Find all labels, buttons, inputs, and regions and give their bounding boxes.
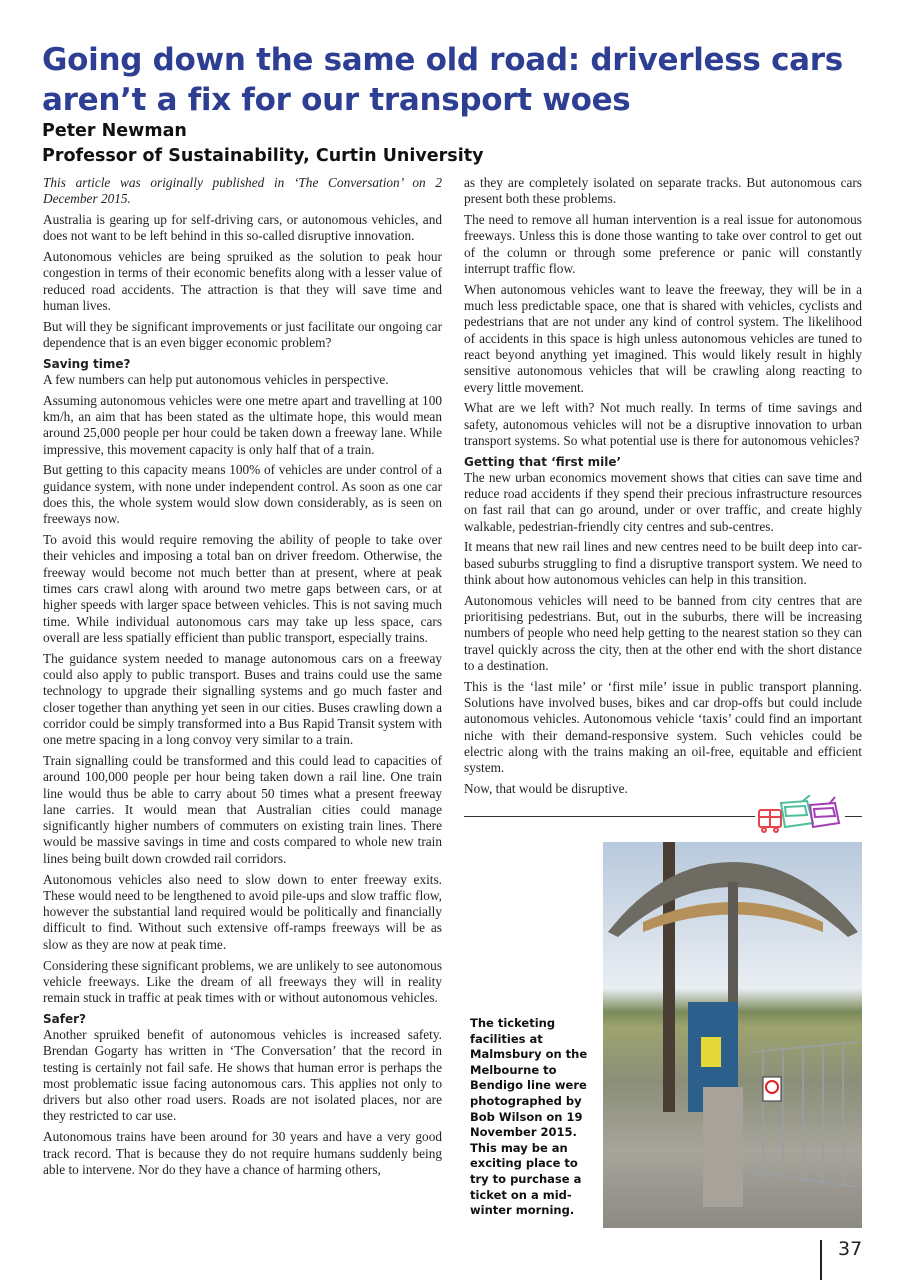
paragraph: Autonomous vehicles also need to slow down to enter freeway exits. These would need to be lengthened to avoid pile-ups and slow traffic flow, however the substantial land required would be politically and financially difficult to find. Without such extensive off-ramps freeways will be as slow as they are now at peak time. <box>43 871 442 952</box>
author-role: Professor of Sustainability, Curtin University <box>42 146 484 166</box>
intro-note: This article was originally published in ‘The Conversation’ on 2 December 2015. <box>43 175 442 207</box>
photo-caption: The ticketing facilities at Malmsbury on the Melbourne to Bendigo line were photographed by Bob Wilson on 19 November 2015. This may be an exciting place to try to purchase a ticket on a mid-winter morning. <box>470 1016 588 1218</box>
paragraph: as they are completely isolated on separate tracks. But autonomous cars present both these problems. <box>464 175 862 207</box>
ticketing-facilities-photo <box>603 842 862 1228</box>
paragraph: The new urban economics movement shows that cities can save time and reduce road accidents if they spend their precious infrastructure resources on fast rail that can go around, under or over traffic, and create highly walkable, pedestrian-friendly city centres and sub-centres. <box>464 469 862 534</box>
paragraph: Autonomous trains have been around for 30 years and have a very good track record. That is because they do not require humans suddenly being able to intervene. Nor do they have a chance of harming others, <box>43 1129 442 1177</box>
paragraph: The guidance system needed to manage autonomous cars on a freeway could also apply to public transport. Buses and trains could use the same technology to upgrade their signalling systems and go much faster and closer together than anything yet seen in our cities. Buses crawling down a corridor could be simply transformed into a Bus Rapid Transit system with one metre spacing in a long convoy very similar to a train. <box>43 650 442 748</box>
page-number: 37 <box>838 1238 863 1260</box>
section-heading: Safer? <box>43 1011 86 1026</box>
paragraph: What are we left with? Not much really. In terms of time savings and safety, autonomous vehicles will not be a disruptive innovation to urban transport systems. So what potential use is there for autonomous vehicles? <box>464 400 862 448</box>
paragraph: A few numbers can help put autonomous vehicles in perspective. <box>43 371 389 387</box>
bus-tram-train-icon <box>755 795 845 835</box>
paragraph: To avoid this would require removing the ability of people to take over their vehicles and imposing a total ban on driver freedom. Otherwise, the freeway would become not much better than at present, where at peak times cars crawl along with around two metre gaps between cars, or at higher speeds with larger space between vehicles. This is not saving much time. While individual autonomous cars may take up less space, cars overall are less spatially efficient than public transport, especially trains. <box>43 532 442 645</box>
paragraph: Autonomous vehicles will need to be banned from city centres that are prioritising pedestrians. But, out in the suburbs, there will be increasing numbers of people who need help getting to the nearest station so they can travel quickly across the city, then at the other end with the short distance to a destination. <box>464 592 862 674</box>
section-heading: Getting that ‘first mile’ <box>464 454 622 469</box>
paragraph: Considering these significant problems, we are unlikely to see autonomous vehicle freeways. Like the dream of all freeways they will in reality remain stuck in traffic at peak times with or without autonomous vehicles. <box>43 957 442 1006</box>
paragraph: This is the ‘last mile’ or ‘first mile’ issue in public transport planning. Solutions have involved buses, bikes and car drop-offs but could include autonomous vehicles. Autonomous vehicle ‘taxis’ could find an important niche with their demand-responsive system. Such vehicles could be electric along with the trains making an oil-free, equitable and efficient system. <box>464 678 862 776</box>
paragraph: The need to remove all human intervention is a real issue for autonomous freeways. Unless this is done those wanting to take over control to get out of the column or through some preference or panic will constantly interrupt traffic flow. <box>464 212 862 276</box>
paragraph: Australia is gearing up for self-driving cars, or autonomous vehicles, and does not want to be left behind in this so-called disruptive innovation. <box>43 212 442 244</box>
paragraph: But getting to this capacity means 100% of vehicles are under control of a guidance system, with none under independent control. As soon as one car does this, the whole system would slow down considerably, as is seen on freeways now. <box>43 462 442 527</box>
paragraph: Now, that would be disruptive. <box>464 781 628 797</box>
paragraph: Assuming autonomous vehicles were one metre apart and travelling at 100 km/h, an aim that has been stated as the ultimate hope, this would mean around 25,000 people per hour could be taken down a freeway lane. While impressive, this movement capacity is only half that of a train. <box>43 392 442 457</box>
page-number-rule <box>820 1240 822 1280</box>
section-heading: Saving time? <box>43 356 131 371</box>
author-block <box>42 119 483 169</box>
paragraph: But will they be significant improvements or just facilitate our ongoing car dependence that is an even bigger economic problem? <box>43 318 442 351</box>
article-title: Going down the same old road: driverless cars aren’t a fix for our transport woes <box>42 42 843 118</box>
left-column <box>43 175 442 1183</box>
paragraph: Train signalling could be transformed and this could lead to capacities of around 100,000 people per hour being taken down a rail line. One train line would thus be able to carry about 50 times what a present freeway lane carries. It would mean that Australian cities could manage significantly higher numbers of commuters on existing train lines. There would be massive savings in time and costs compared to whole new train lines being built down crowded rail corridors. <box>43 753 442 866</box>
paragraph: Another spruiked benefit of autonomous vehicles is increased safety. Brendan Gogarty has written in ‘The Conversation’ that the record in testing is certainly not fail safe. He shows that human error is perhaps the most problematic issue facing autonomous cars. This applies not only to drivers but also other road users. Roads are not isolated places, nor are they restricted to car use. <box>43 1026 442 1124</box>
paragraph: It means that new rail lines and new centres need to be built deep into car-based suburbs struggling to find a disruptive transport system. We need to think about how autonomous vehicles can help in this transition. <box>464 539 862 588</box>
paragraph: Autonomous vehicles are being spruiked as the solution to peak hour congestion in terms of their economic benefits along with a lesser value of reduced road accidents. The attraction is that they will save time and human lives. <box>43 249 442 314</box>
right-column <box>464 175 862 802</box>
author-name: Peter Newman <box>42 121 187 141</box>
paragraph: When autonomous vehicles want to leave the freeway, they will be in a much less predictable space, one that is shared with vehicles, cyclists and pedestrians that are not under any kind of control system. The likelihood of accidents in this space is high unless autonomous vehicles are tuned to react beyond anything yet imagined. This would likely result in highly sensitive autonomous vehicles that will be crawling along reacting to every little movement. <box>464 281 862 395</box>
